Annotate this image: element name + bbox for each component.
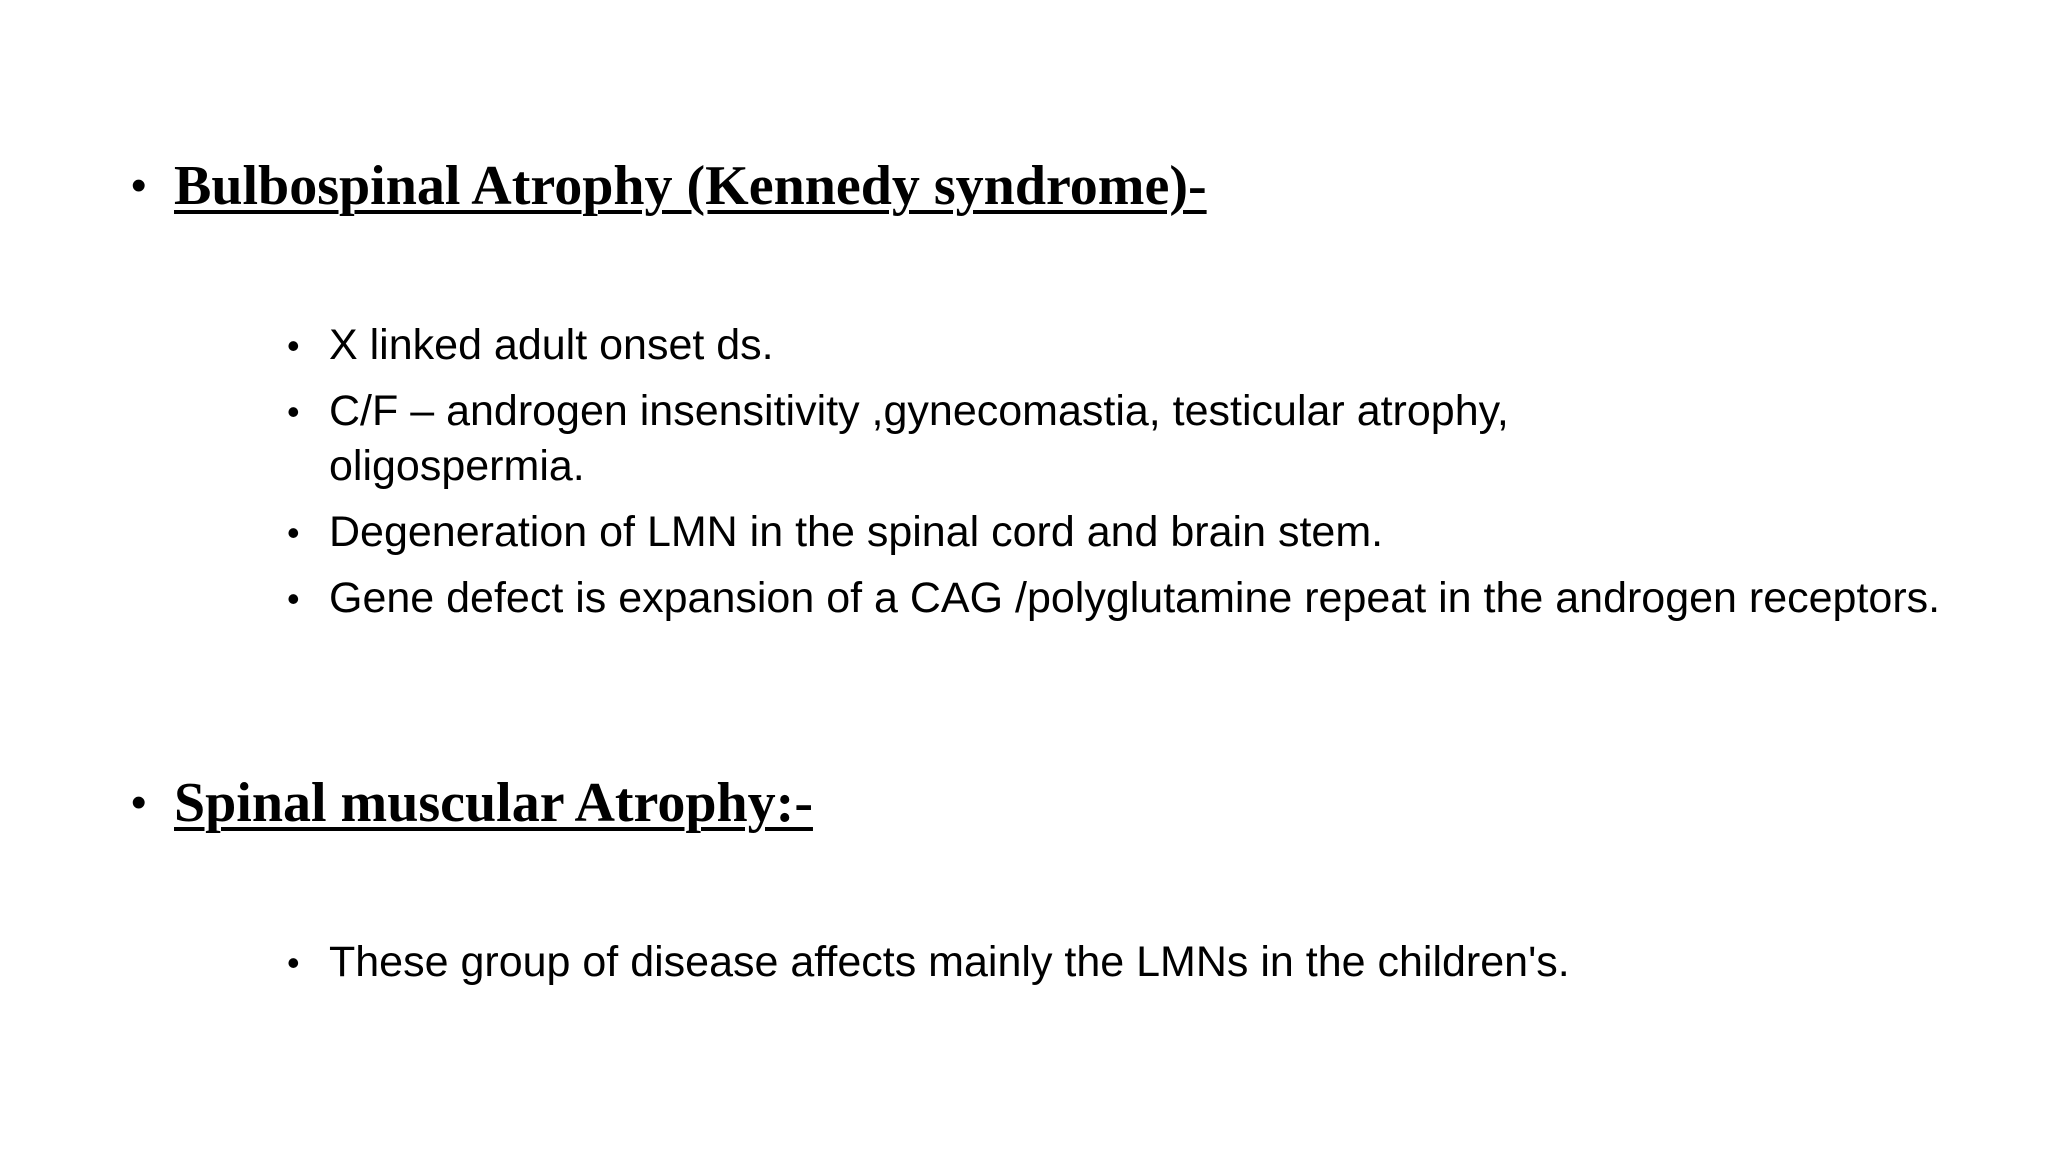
list-item (287, 384, 1629, 494)
list-item-text: Gene defect is expansion of a CAG /polyglutamine repeat in the androgen receptors. (329, 574, 1941, 622)
list-item (287, 571, 1969, 626)
bullet-icon: • (287, 578, 300, 619)
list-item-text: C/F – androgen insensitivity ,gynecomastia, testicular atrophy, oligospermia. (329, 387, 1509, 490)
bullet-icon: • (287, 512, 300, 553)
list-item-text: These group of disease affects mainly the LMNs in the children's. (329, 938, 1570, 986)
bullet-icon: • (287, 942, 300, 983)
list-item (287, 935, 1907, 990)
heading-text: Bulbospinal Atrophy (Kennedy syndrome)- (174, 155, 1207, 217)
list-item (287, 505, 1907, 560)
heading-bullet-icon: • (131, 778, 147, 827)
list-item (287, 318, 1907, 373)
heading-bullet-icon: • (131, 161, 147, 210)
list-item-text: Degeneration of LMN in the spinal cord and brain stem. (329, 508, 1384, 556)
sma-points-list (287, 935, 1907, 1001)
kennedy-points-list (287, 318, 1941, 637)
bullet-icon: • (287, 325, 300, 366)
list-item-text: X linked adult onset ds. (329, 321, 774, 369)
heading-text: Spinal muscular Atrophy:- (174, 772, 813, 834)
bullet-icon: • (287, 391, 300, 432)
